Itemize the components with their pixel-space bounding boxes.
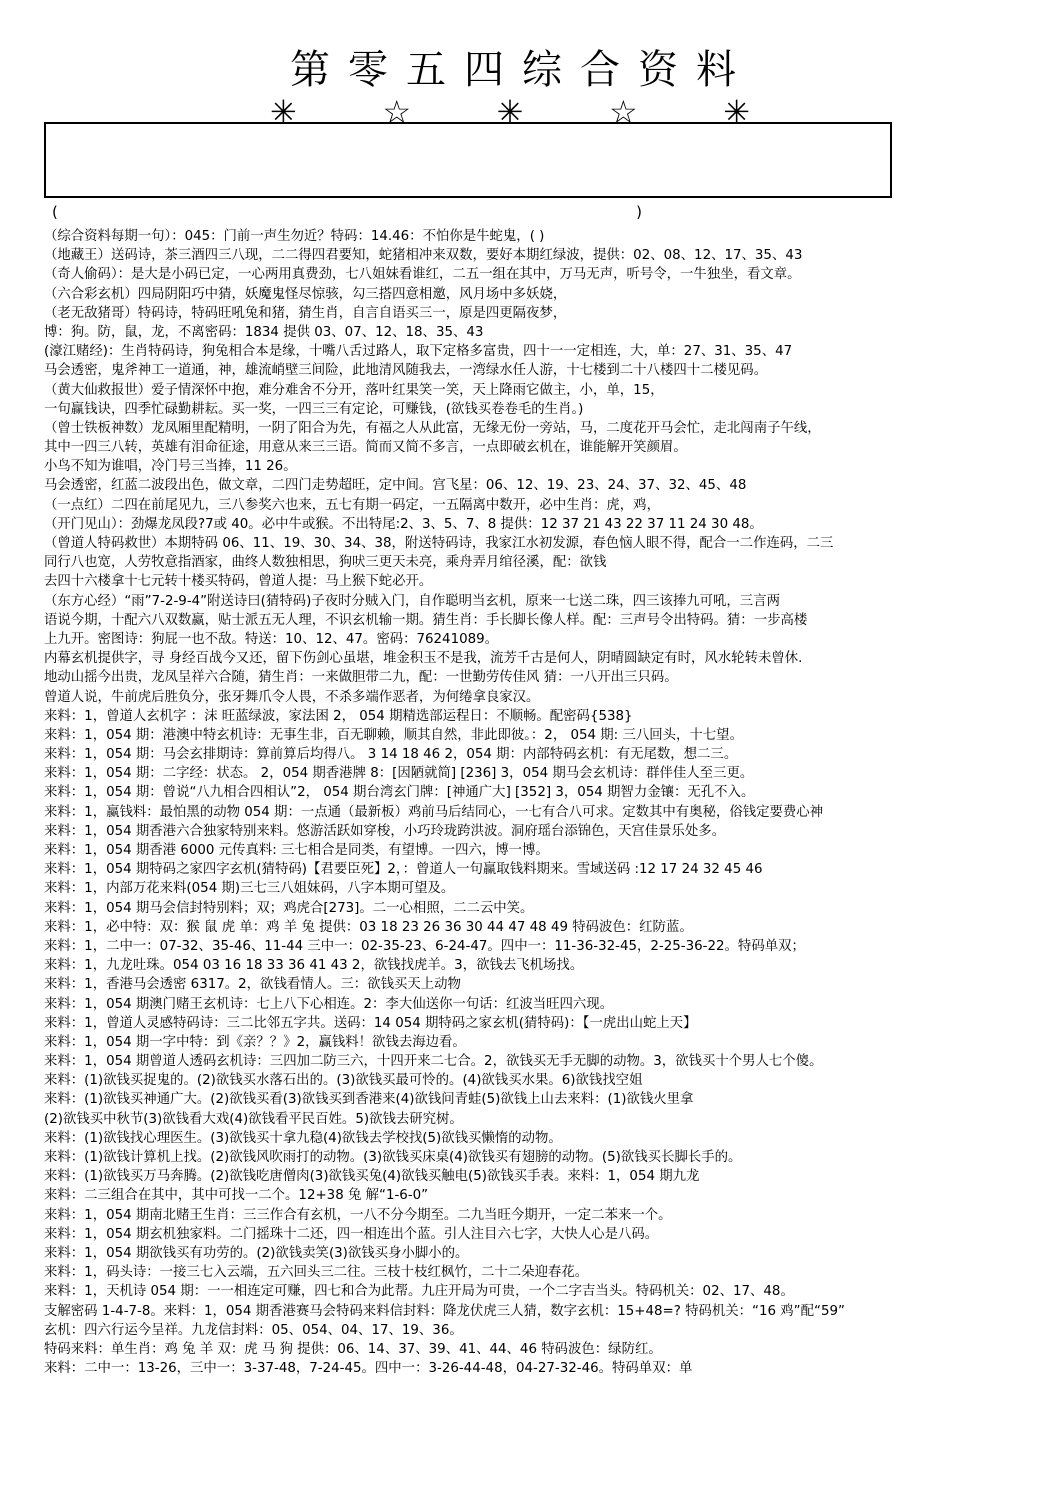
star-icon: ☆ (382, 93, 412, 131)
text-line: （开门见山）：劲爆龙凤段?7或 40。必中牛或猴。不出特尾:2、3、5、7、8 提供：12 37 21 43 22 37 11 24 30 48。 (44, 516, 763, 532)
text-line: 上九开。密图诗：狗屁一也不敌。特送：10、12、47。密码：76241089。 (44, 631, 499, 647)
text-line: 其中一四三八转，英雄有泪命征途，用意从来三三语。简而又简不多言，一点即破玄机在，谁能解开笑颜眉。 (44, 440, 687, 456)
bracket-left: ( (52, 203, 58, 221)
text-line: 特码来料：单生肖：鸡 兔 羊 双：虎 马 狗 提供：06、14、37、39、41、44、46 特码波色：绿防红。 (44, 1341, 662, 1357)
text-line: 来料：1，内部万花来料(054 期)三七三八姐妹码，八字本期可望及。 (44, 881, 455, 897)
text-line: 来料：1，天机诗 054 期：一一相连定可赚，四七和合为此帮。九庄开局为可贵，一个二字吉当头。特码机关：02、17、48。 (44, 1284, 794, 1300)
text-line: （东方心经）“雨”7-2-9-4”附送诗曰(猜特码)子夜时分贼入门，自作聪明当玄机，原来一七送二珠，四三该捧九可吼，三言两 (44, 593, 780, 609)
text-line: 来料：1，码头诗：一接三七入云端，五六回头三二往。三枝十枝红枫竹，二十二朵迎春花。 (44, 1265, 589, 1281)
text-line: 来料：1，曾道人玄机字 ：沫 旺蓝绿波，家法困 2， 054 期精选部运程日：不顺畅。配密码{538} (44, 708, 633, 724)
text-line: 来料：1，香港马会透密 6317。2，欲钱看情人。三：欲钱买天上动物 (44, 977, 461, 993)
text-line: 来料：1，054 期南北赌王生肖：三三作合有玄机，一八不分今期至。二九当旺今期开，一定二苯来一个。 (44, 1207, 672, 1223)
text-line: 来料：1，二中一：07-32、35-46、11-44 三中一：02-35-23、6-24-47。四中一：11-36-32-45，2-25-36-22。特码单双； (44, 938, 805, 954)
text-line: 玄机：四六行运今呈祥。九龙信封料：05、054、04、17、19、36。 (44, 1322, 463, 1338)
text-line: 支解密码 1-4-7-8。来料：1，054 期香港赛马会特码来料信封料：降龙伏虎三人猜，数字玄机：15+48=? 特码机关：“16 鸡”配“59” (44, 1303, 845, 1319)
text-line: 来料：1，054 期特码之家四字玄机(猜特码)【君要臣死】2，：曾道人一句赢取钱料期来。雪域送码 :12 17 24 32 45 46 (44, 862, 763, 878)
text-line: （曾道人特码救世）本期特码 06、11、19、30、34、38，附送特码诗，我家江水初发源，春色恼人眼不得，配合一二作连码，二三 (44, 536, 834, 551)
text-line: 来料：(1)欲钱买神通广大。(2)欲钱买看(3)欲钱买到香港来(4)欲钱问青蛙(5)欲钱上山去来料：(1)欲钱火里拿 (44, 1092, 694, 1108)
text-line: 博：狗。防，鼠，龙，不离密码：1834 提供 03、07、12、18、35、43 (44, 324, 484, 340)
text-line: 地动山摇今出贵，龙凤呈祥六合随，猜生肖：一来做胆带二九，配：一世勤劳传佳风 猜：一八开出三只码。 (44, 670, 678, 686)
text-line: （老无敌猪哥）特码诗，特码旺吼兔和猪，猜生肖，自言自语买三一，原是四更隔夜梦， (44, 305, 567, 321)
text-line: 内幕玄机提供字，寻 身经百战今又还，留下伤剑心虽堪，堆金积玉不是我，流芳千古是何人，阴晴圆缺定有时，风水轮转未曾休. (44, 651, 803, 667)
text-line: 来料：1，赢钱料：最怕黑的动物 054 期：一点通（最新板）鸡前马后结同心，一七有合八可求。定数其中有奥秘，俗钱定要费心神 (44, 804, 824, 820)
text-line: 来料：1，054 期澳门赌王玄机诗：七上八下心相连。2：李大仙送你一句话：红波当旺四六现。 (44, 996, 614, 1012)
text-line: 来料：1，054 期：曾说“八九相合四相认”2， 054 期台湾玄门牌：[神通广大] [352] 3，054 期智力金镶：无孔不入。 (44, 785, 755, 801)
star-icon: ☆ (608, 93, 638, 131)
text-line: （奇人偷码）：是大是小码已定，一心两用真费劲，七八姐妹看谁红，二五一组在其中，万马无声，听号令，一牛独坐，看文章。 (44, 267, 801, 283)
text-line: 马会透密，红蓝二波段出色，做文章，二四门走势超旺，定中间。宫飞星：06、12、19、23、24、37、32、45、48 (44, 478, 747, 494)
text-line: 来料：1，054 期马会信封特别料；双；鸡虎合[273]。二一心相照，二二云中笑。 (44, 900, 534, 916)
text-line: 语说今期，十配六八双数赢，贴士派五无人理，不识玄机输一期。猜生肖：手长脚长像人样。配：三声号令出特码。猜：一步高楼 (44, 612, 808, 628)
empty-frame-box (44, 122, 892, 198)
text-line: 来料：(1)欲钱找心理医生。(3)欲钱买十拿九稳(4)欲钱去学校找(5)欲钱买懒惰的动物。 (44, 1130, 562, 1146)
text-line: （曾士铁板神数）龙凤厢里配精明，一阴了阳合为先，有福之人从此富，无缘无份一旁站，马，二度花开马会忙，走北闯南子午线， (44, 420, 821, 436)
text-line: （一点红）二四在前尾见九，三八参奖六也来，五七有期一码定，一五隔离中数开，必中生肖：虎，鸡， (44, 497, 660, 513)
bracket-line (52, 203, 642, 221)
text-line: （综合资料每期一句）：045：门前一声生勿近？特码：14.46：不怕你是牛蛇鬼，( ) (44, 229, 545, 244)
text-line: (濠江赌经)：生肖特码诗，狗兔相合本是缘，十嘴八舌过路人，取下定格多富贵，四十一一定相连，大，单：27、31、35、47 (44, 344, 793, 360)
text-line: 来料：(1)欲钱计算机上找。(2)欲钱风吹雨打的动物。(3)欲钱买床桌(4)欲钱买有翅膀的动物。(5)欲钱买长脚长手的。 (44, 1150, 742, 1165)
page-title: 第零五四综合资料 (290, 47, 754, 93)
text-line: 来料：1，054 期一字中特：到《亲？？》2，赢钱料！欲钱去海边看。 (44, 1034, 466, 1050)
text-line: 来料：1，054 期：港澳中特玄机诗：无事生非，百无聊赖，顺其自然，非此即彼。：2， 054 期: 三八回头，十七望。 (44, 727, 743, 743)
text-line: 来料：1，054 期香港六合独家特别来料。悠游活跃如穿梭，小巧玲珑跨洪波。洞府瑶台添锦色，天宫佳景乐处多。 (44, 823, 726, 839)
text-line: （地藏王）送码诗，茶三酒四三八现，二二得四君要知，蛇猪相冲来双数，要好本期红绿波，提供：02、08、12、17、35、43 (44, 248, 803, 264)
text-line: 来料：1，054 期曾道人透码玄机诗：三四加二防三六，十四开来二七合。2，欲钱买无手无脚的动物。3，欲钱买十个男人七个傻。 (44, 1054, 823, 1070)
text-line: (2)欲钱买中秋节(3)欲钱看大戏(4)欲钱看平民百姓。5)欲钱去研究树。 (44, 1111, 463, 1127)
text-line: 来料：1，必中特：双：猴 鼠 虎 单：鸡 羊 兔 提供：03 18 23 26 36 30 44 47 48 49 特码波色：红防蓝。 (44, 919, 693, 935)
text-line: 来料：1，054 期：马会玄排期诗：算前算后均得八。 3 14 18 46 2，054 期：内部特码玄机：有无尾数，想二三。 (44, 747, 738, 763)
text-line: 去四十六楼拿十七元转十楼买特码，曾道人提：马上猴下蛇必开。 (44, 574, 433, 590)
text-line: 一句赢钱诀，四季忙碌勤耕耘。买一奖，一四三三有定论，可赚钱，(欲钱买卷卷毛的生肖。) (44, 401, 584, 417)
text-line: 马会透密，鬼斧神工一道通，神，雄流峭壁三间险，此地清风随我去，一湾绿水任人游，十七楼到二十八楼四十二楼见码。 (44, 363, 768, 379)
asterisk-icon: ✳ (496, 93, 524, 131)
text-line: 曾道人说，牛前虎后胜负分，张牙舞爪令人畏，不杀多端作恶者，为何绻拿良家汉。 (44, 689, 540, 705)
text-line: 来料：1，054 期欲钱买有功劳的。(2)欲钱卖笑(3)欲钱买身小脚小的。 (44, 1245, 469, 1261)
text-line: 来料：(1)欲钱买捉鬼的。(2)欲钱买水落石出的。(3)欲钱买最可怜的。(4)欲钱买水果。6)欲钱找空姐 (44, 1073, 643, 1089)
text-line: 来料：1，054 期：二字经：状态。 2，054 期香港牌 8：[因陋就简] [236] 3，054 期马会玄机诗：群伴佳人至三更。 (44, 766, 754, 782)
text-line: 来料：1，曾道人灵感特码诗：三二比邻五字共。送码：14 054 期特码之家玄机(猜特码)：【一虎出山蛇上天】 (44, 1015, 697, 1031)
text-line: 来料：1，054 期香港 6000 元传真料: 三七相合是同类，有望博。一四六，博一博。 (44, 843, 549, 858)
text-line: 小鸟不知为谁唱，冷门号三当捧，11 26。 (44, 459, 297, 475)
document-body (44, 227, 1004, 1378)
asterisk-icon: ✳ (723, 93, 750, 131)
bracket-right: ) (636, 203, 642, 221)
text-line: 同行八也宽，人劳牧意指酒家，曲终人数独相思，狗吠三更天未亮，乘舟弄月绾径溪，配：欲钱 (44, 555, 607, 571)
text-line: 来料：(1)欲钱买万马奔腾。(2)欲钱吃唐僧肉(3)欲钱买兔(4)欲钱买触电(5)欲钱买手表。来料：1，054 期九龙 (44, 1169, 700, 1185)
text-line: 来料：1，054 期玄机独家料。二门摇珠十二还，四一相连出个蓝。引人注目六七字，大快人心是八码。 (44, 1226, 659, 1242)
text-line: 来料：1，九龙吐珠。054 03 16 18 33 36 41 43 2，欲钱找虎羊。3，欲钱去飞机场找。 (44, 958, 584, 974)
asterisk-icon: ✳ (270, 93, 297, 131)
text-line: （黄大仙救报世）爱子情深怀中抱，难分难舍不分开，落叶红果笑一笑，天上降雨它做主，小，单，15， (44, 382, 664, 398)
text-line: （六合彩玄机）四局阴阳巧中猜，妖魔鬼怪尽惊骇，勾三搭四意相邀，风月场中多妖娆， (44, 286, 567, 302)
text-line: 来料：二三组合在其中，其中可找一二个。12+38 兔 解“1-6-0” (44, 1188, 429, 1204)
text-line: 来料：二中一：13-26，三中一：3-37-48，7-24-45。四中一：3-26-44-48，04-27-32-46。特码单双：单 (44, 1361, 693, 1377)
